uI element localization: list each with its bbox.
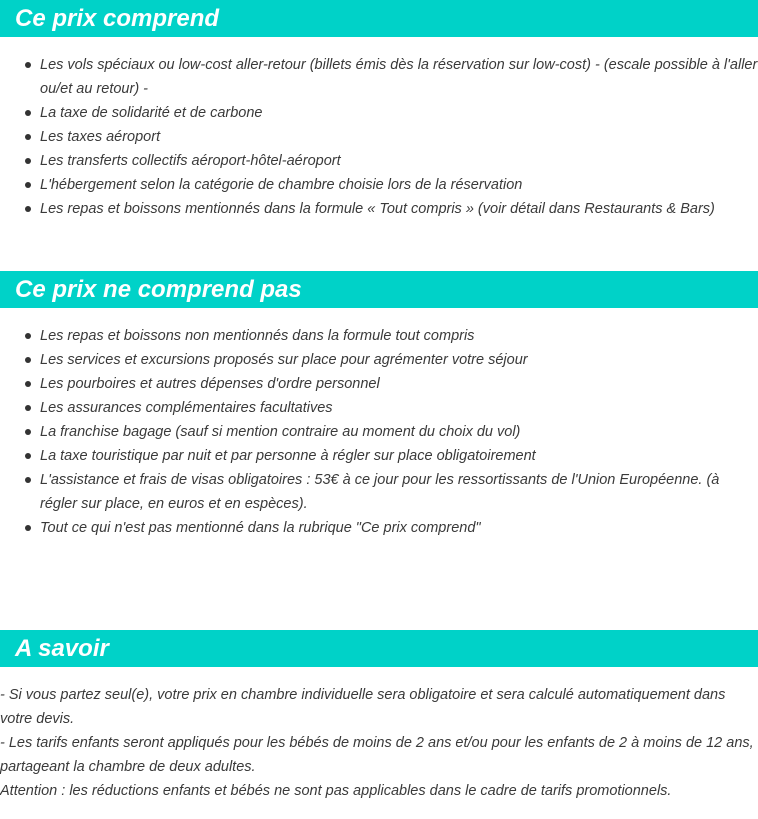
- list-item: La franchise bagage (sauf si mention contraire au moment du choix du vol): [0, 420, 758, 444]
- list-item: Les repas et boissons non mentionnés dans la formule tout compris: [0, 324, 758, 348]
- info-notes: [0, 683, 758, 803]
- list-item: Les services et excursions proposés sur place pour agrémenter votre séjour: [0, 348, 758, 372]
- section-title-included: Ce prix comprend: [0, 0, 758, 37]
- section-title-info: A savoir: [0, 630, 758, 667]
- list-item: L'assistance et frais de visas obligatoires : 53€ à ce jour pour les ressortissants de l'Union Européenne. (à régler sur place, en euros et en espèces).: [0, 468, 758, 516]
- list-item: La taxe de solidarité et de carbone: [0, 101, 758, 125]
- list-item: Les transferts collectifs aéroport-hôtel-aéroport: [0, 149, 758, 173]
- list-item: Les vols spéciaux ou low-cost aller-retour (billets émis dès la réservation sur low-cost) - (escale possible à l'aller ou/et au retour) -: [0, 53, 758, 101]
- list-item: Tout ce qui n'est pas mentionné dans la rubrique "Ce prix comprend": [0, 516, 758, 540]
- included-list: [0, 53, 758, 221]
- info-paragraph: - Les tarifs enfants seront appliqués pour les bébés de moins de 2 ans et/ou pour les enfants de 2 à moins de 12 ans, partageant la chambre de deux adultes.: [0, 735, 754, 775]
- excluded-list: [0, 324, 758, 540]
- list-item: L'hébergement selon la catégorie de chambre choisie lors de la réservation: [0, 173, 758, 197]
- list-item: Les pourboires et autres dépenses d'ordre personnel: [0, 372, 758, 396]
- list-item: La taxe touristique par nuit et par personne à régler sur place obligatoirement: [0, 444, 758, 468]
- list-item: Les assurances complémentaires facultatives: [0, 396, 758, 420]
- info-paragraph: Attention : les réductions enfants et bébés ne sont pas applicables dans le cadre de tarifs promotionnels.: [0, 783, 672, 799]
- info-paragraph: - Si vous partez seul(e), votre prix en chambre individuelle sera obligatoire et sera calculé automatiquement dans votre devis.: [0, 687, 726, 727]
- list-item: Les taxes aéroport: [0, 125, 758, 149]
- section-title-excluded: Ce prix ne comprend pas: [0, 271, 758, 308]
- list-item: Les repas et boissons mentionnés dans la formule « Tout compris » (voir détail dans Restaurants & Bars): [0, 197, 758, 221]
